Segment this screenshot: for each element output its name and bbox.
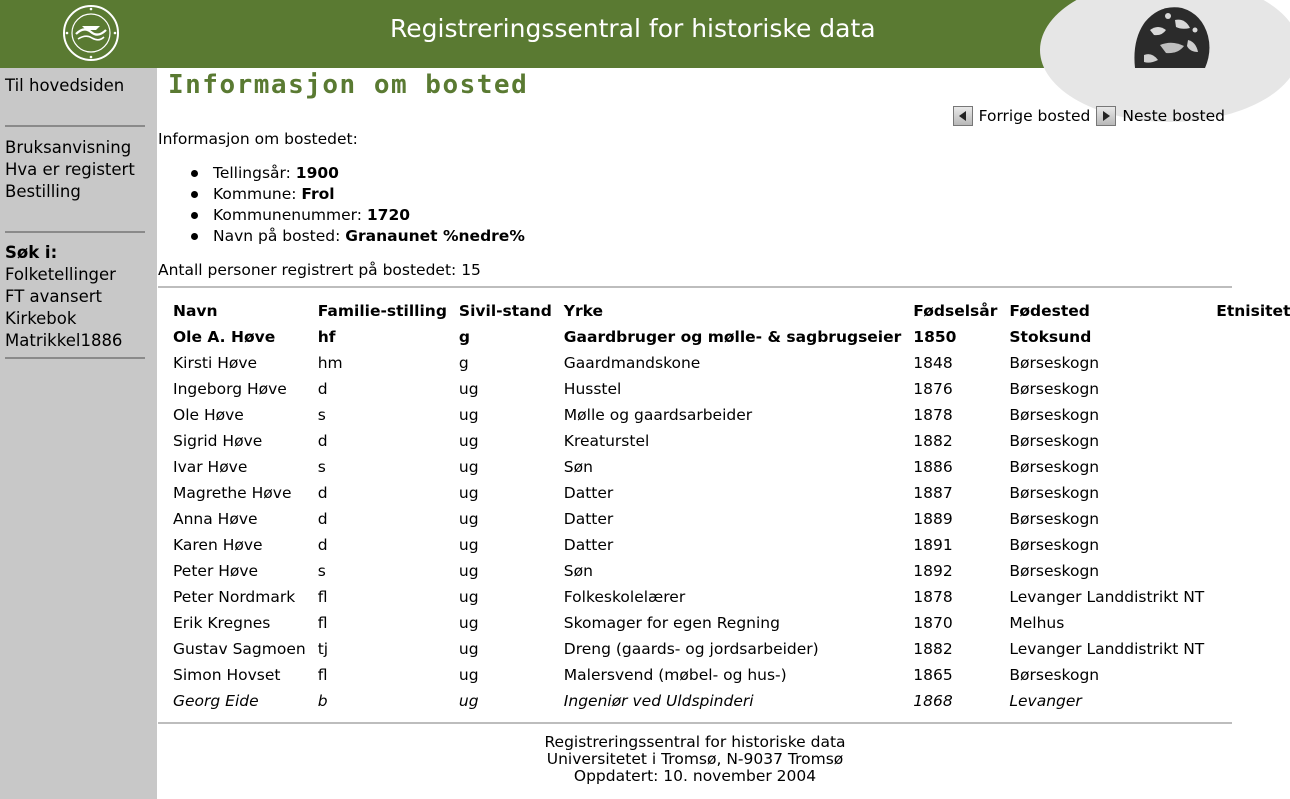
sidebar-link-folketellinger[interactable]: Folketellinger (5, 265, 116, 284)
site-footer (158, 734, 1232, 785)
cell-birth-year: 1848 (913, 354, 953, 372)
site-title: Registreringssentral for historiske data (390, 14, 876, 43)
cell-name: Simon Hovset (173, 666, 281, 684)
cell-marital-status: ug (458, 692, 479, 710)
fact-census-year (186, 163, 525, 184)
fact-value: 1720 (366, 206, 411, 224)
cell-name: Ingeborg Høve (173, 380, 287, 398)
cell-ethnicity (1210, 688, 1290, 714)
cell-occupation: Søn (563, 458, 593, 476)
cell-marital-status: g (458, 354, 469, 372)
footer-address: Universitetet i Tromsø, N-9037 Tromsø (546, 750, 844, 768)
sidebar (0, 68, 157, 799)
sidebar-link-matrikkel1886[interactable]: Matrikkel1886 (5, 331, 123, 350)
cell-marital-status: ug (458, 562, 479, 580)
cell-name: Erik Kregnes (173, 614, 271, 632)
cell-name: Sigrid Høve (173, 432, 263, 450)
cell-occupation: Søn (563, 562, 593, 580)
cell-occupation: Gaardmandskone (563, 354, 701, 372)
cell-family-position: d (317, 510, 328, 528)
cell-birthplace: Stoksund (1009, 328, 1092, 346)
person-count: Antall personer registrert på bostedet: 15 (158, 261, 481, 279)
divider (158, 722, 1232, 724)
cell-name: Gustav Sagmoen (173, 640, 306, 658)
cell-name: Karen Høve (173, 536, 263, 554)
cell-family-position: s (317, 458, 326, 476)
cell-birth-year: 1878 (913, 406, 953, 424)
residence-info-intro: Informasjon om bostedet: (158, 130, 358, 148)
table-row (167, 324, 1290, 350)
cell-marital-status: ug (458, 432, 479, 450)
cell-family-position: s (317, 562, 326, 580)
cell-marital-status: ug (458, 536, 479, 554)
cell-family-position: d (317, 536, 328, 554)
cell-birth-year: 1870 (913, 614, 953, 632)
next-residence-link[interactable]: Neste bosted (1122, 107, 1225, 125)
cell-ethnicity (1210, 610, 1290, 636)
cell-birthplace: Levanger Landdistrikt NT (1009, 588, 1205, 606)
cell-name: Ivar Høve (173, 458, 248, 476)
residents-table (167, 298, 1290, 714)
table-row (167, 610, 1290, 636)
cell-birth-year: 1889 (913, 510, 953, 528)
cell-occupation: Gaardbruger og mølle- & sagbrugseier (563, 328, 902, 346)
cell-marital-status: ug (458, 666, 479, 684)
sidebar-link-bruksanvisning[interactable]: Bruksanvisning (5, 138, 132, 157)
cell-occupation: Datter (563, 536, 614, 554)
cell-family-position: fl (317, 588, 328, 606)
cell-ethnicity (1210, 532, 1290, 558)
cell-marital-status: ug (458, 510, 479, 528)
cell-ethnicity (1210, 402, 1290, 428)
page-title: Informasjon om bosted (168, 70, 529, 100)
column-header-ethnicity: Etnisitet (1216, 302, 1290, 320)
table-row (167, 402, 1290, 428)
cell-family-position: hf (317, 328, 336, 346)
table-row (167, 454, 1290, 480)
column-header-occupation: Yrke (563, 302, 604, 320)
sidebar-link-hva-er-registert[interactable]: Hva er registert (5, 160, 135, 179)
sidebar-link-bestilling[interactable]: Bestilling (5, 182, 81, 201)
sidebar-link-home[interactable]: Til hovedsiden (5, 76, 125, 95)
sidebar-link-kirkebok[interactable]: Kirkebok (5, 309, 77, 328)
footer-org-name: Registreringssentral for historiske data (544, 733, 846, 751)
fact-residence-name (186, 226, 525, 247)
cell-ethnicity (1210, 480, 1290, 506)
cell-birth-year: 1878 (913, 588, 953, 606)
cell-ethnicity (1210, 506, 1290, 532)
table-row (167, 662, 1290, 688)
cell-birthplace: Børseskogn (1009, 458, 1100, 476)
cell-name: Kirsti Høve (173, 354, 258, 372)
cell-name: Peter Høve (173, 562, 259, 580)
residence-navigation (953, 106, 1225, 126)
fact-municipality-number (186, 205, 525, 226)
cell-occupation: Malersvend (møbel- og hus-) (563, 666, 787, 684)
cell-birth-year: 1887 (913, 484, 953, 502)
cell-birth-year: 1886 (913, 458, 953, 476)
fact-label: Kommunenummer: (213, 206, 367, 224)
sidebar-divider (5, 125, 145, 127)
fact-value: 1900 (295, 164, 339, 182)
cell-occupation: Mølle og gaardsarbeider (563, 406, 753, 424)
fact-municipality (186, 184, 525, 205)
sidebar-divider (5, 357, 145, 359)
sidebar-link-ft-avansert[interactable]: FT avansert (5, 287, 102, 306)
cell-birthplace: Børseskogn (1009, 354, 1100, 372)
table-row (167, 532, 1290, 558)
divider (158, 286, 1232, 288)
site-header (0, 0, 1232, 68)
cell-family-position: tj (317, 640, 329, 658)
cell-birthplace: Børseskogn (1009, 562, 1100, 580)
cell-family-position: fl (317, 666, 328, 684)
logo-area (0, 0, 157, 68)
table-row (167, 350, 1290, 376)
cell-birth-year: 1850 (913, 328, 957, 346)
cell-marital-status: g (458, 328, 471, 346)
cell-marital-status: ug (458, 640, 479, 658)
cell-family-position: b (317, 692, 328, 710)
cell-ethnicity (1210, 376, 1290, 402)
fact-label: Navn på bosted: (213, 227, 346, 245)
sidebar-divider (5, 231, 145, 233)
fact-value: Frol (301, 185, 335, 203)
cell-birth-year: 1882 (913, 640, 953, 658)
table-row (167, 376, 1290, 402)
cell-name: Magrethe Høve (173, 484, 292, 502)
cell-birth-year: 1865 (913, 666, 953, 684)
column-header-marital-status: Sivil-stand (458, 302, 552, 320)
cell-name: Georg Eide (173, 692, 259, 710)
cell-ethnicity (1210, 428, 1290, 454)
cell-birthplace: Melhus (1009, 614, 1065, 632)
cell-birthplace: Børseskogn (1009, 536, 1100, 554)
previous-arrow-icon[interactable] (953, 106, 973, 126)
cell-birthplace: Levanger (1009, 692, 1082, 710)
residents-table-body (167, 324, 1290, 714)
cell-name: Anna Høve (173, 510, 258, 528)
cell-name: Ole Høve (173, 406, 244, 424)
table-row (167, 506, 1290, 532)
previous-residence-link[interactable]: Forrige bosted (978, 107, 1091, 125)
cell-occupation: Husstel (563, 380, 622, 398)
footer-updated: Oppdatert: 10. november 2004 (573, 767, 817, 785)
fact-label: Kommune: (213, 185, 302, 203)
cell-birth-year: 1876 (913, 380, 953, 398)
cell-occupation: Datter (563, 510, 614, 528)
cell-birth-year: 1892 (913, 562, 953, 580)
column-header-birthplace: Fødested (1009, 302, 1090, 320)
cell-marital-status: ug (458, 588, 479, 606)
cell-occupation: Kreaturstel (563, 432, 650, 450)
cell-birth-year: 1891 (913, 536, 953, 554)
table-row (167, 636, 1290, 662)
cell-family-position: d (317, 432, 328, 450)
cell-ethnicity (1210, 636, 1290, 662)
cell-marital-status: ug (458, 380, 479, 398)
cell-name: Ole A. Høve (173, 328, 276, 346)
cell-birth-year: 1868 (913, 692, 953, 710)
table-row (167, 480, 1290, 506)
cell-birthplace: Børseskogn (1009, 432, 1100, 450)
cell-birthplace: Børseskogn (1009, 380, 1100, 398)
cell-ethnicity (1210, 662, 1290, 688)
fact-value: Granaunet %nedre% (345, 227, 525, 245)
column-header-name: Navn (173, 302, 218, 320)
cell-family-position: d (317, 380, 328, 398)
header-decoration-image (1040, 0, 1232, 68)
cell-marital-status: ug (458, 458, 479, 476)
cell-ethnicity (1210, 350, 1290, 376)
cell-marital-status: ug (458, 406, 479, 424)
cell-family-position: fl (317, 614, 328, 632)
university-seal-icon[interactable] (62, 4, 120, 62)
cell-birthplace: Levanger Landdistrikt NT (1009, 640, 1205, 658)
cell-family-position: d (317, 484, 328, 502)
cell-occupation: Folkeskolelærer (563, 588, 686, 606)
cell-marital-status: ug (458, 484, 479, 502)
table-row (167, 584, 1290, 610)
fact-label: Tellingsår: (213, 164, 296, 182)
column-header-family-position: Familie-stilling (317, 302, 447, 320)
next-arrow-icon[interactable] (1096, 106, 1116, 126)
table-row (167, 688, 1290, 714)
table-header-row (167, 298, 1290, 324)
cell-ethnicity (1210, 454, 1290, 480)
column-header-birth-year: Fødselsår (913, 302, 998, 320)
table-row (167, 428, 1290, 454)
cell-occupation: Skomager for egen Regning (563, 614, 780, 632)
table-row (167, 558, 1290, 584)
cell-birthplace: Børseskogn (1009, 666, 1100, 684)
cell-ethnicity (1210, 324, 1290, 350)
cell-name: Peter Nordmark (173, 588, 296, 606)
residence-facts-list (186, 163, 525, 247)
cell-birth-year: 1882 (913, 432, 953, 450)
cell-marital-status: ug (458, 614, 479, 632)
cell-ethnicity (1210, 584, 1290, 610)
cell-family-position: hm (317, 354, 343, 372)
cell-ethnicity (1210, 558, 1290, 584)
cell-birthplace: Børseskogn (1009, 484, 1100, 502)
cell-occupation: Datter (563, 484, 614, 502)
cell-occupation: Dreng (gaards- og jordsarbeider) (563, 640, 819, 658)
cell-birthplace: Børseskogn (1009, 510, 1100, 528)
cell-birthplace: Børseskogn (1009, 406, 1100, 424)
sidebar-search-heading: Søk i: (5, 243, 58, 262)
cell-occupation: Ingeniør ved Uldspinderi (563, 692, 754, 710)
cell-family-position: s (317, 406, 326, 424)
